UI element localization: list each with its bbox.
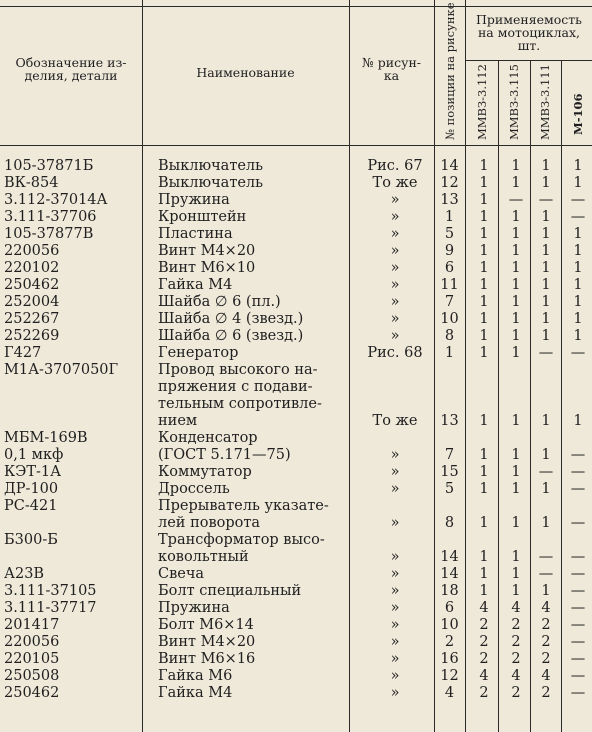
cell-figure: »	[390, 260, 400, 276]
cell-code: Г427	[4, 345, 42, 361]
table-row	[0, 396, 592, 413]
cell-code: 0,1 мкф	[4, 447, 64, 463]
cell-model-4: —	[570, 583, 586, 599]
cell-model-2: 1	[511, 481, 521, 497]
table-row	[0, 532, 592, 549]
table-row	[0, 685, 592, 702]
cell-position: 7	[444, 294, 455, 310]
cell-model-1: 2	[479, 617, 489, 633]
cell-model-4: —	[570, 464, 586, 480]
cell-position: 18	[440, 583, 459, 599]
cell-model-2: 1	[511, 566, 521, 582]
cell-model-2: 4	[511, 668, 521, 684]
cell-position: 10	[440, 617, 459, 633]
cell-figure: »	[390, 549, 400, 565]
cell-code: 252267	[4, 311, 60, 327]
cell-model-2: 1	[511, 243, 521, 259]
cell-name: лей поворота	[158, 515, 261, 531]
cell-figure: »	[390, 634, 400, 650]
cell-code: 105-37871Б	[4, 158, 94, 174]
cell-code: Б300-Б	[4, 532, 58, 548]
table-row	[0, 294, 592, 311]
cell-figure: »	[390, 226, 400, 242]
cell-name: Кронштейн	[158, 209, 247, 225]
cell-figure: Рис. 67	[367, 158, 423, 174]
cell-model-4: 1	[573, 328, 583, 344]
cell-name: Винт М4×20	[158, 243, 256, 259]
header-model-2: ММВЗ-3.115	[507, 64, 521, 140]
cell-model-2: 4	[511, 600, 521, 616]
table-row	[0, 600, 592, 617]
cell-code: М1А-3707050Г	[4, 362, 119, 378]
cell-model-1: 1	[479, 209, 489, 225]
cell-code: ДР-100	[4, 481, 59, 497]
cell-name: Шайба ∅ 6 (звезд.)	[158, 328, 304, 344]
cell-model-2: 1	[511, 158, 521, 174]
cell-model-4: —	[570, 345, 586, 361]
cell-model-1: 1	[479, 277, 489, 293]
cell-figure: То же	[372, 413, 418, 429]
cell-position: 8	[444, 328, 455, 344]
cell-code: 250462	[4, 277, 60, 293]
cell-model-3: 1	[541, 328, 551, 344]
cell-model-1: 1	[479, 243, 489, 259]
cell-position: 12	[440, 175, 459, 191]
cell-position: 1	[444, 209, 455, 225]
cell-model-3: 1	[541, 311, 551, 327]
cell-figure: »	[390, 209, 400, 225]
cell-position: 4	[444, 685, 455, 701]
cell-figure: »	[390, 311, 400, 327]
cell-code: 252004	[4, 294, 60, 310]
cell-code: 201417	[4, 617, 60, 633]
cell-code: 105-37877В	[4, 226, 94, 242]
table-row	[0, 243, 592, 260]
table-row	[0, 175, 592, 192]
cell-model-1: 1	[479, 294, 489, 310]
cell-model-2: 2	[511, 685, 521, 701]
cell-code: 252269	[4, 328, 60, 344]
header-name: Наименование	[196, 65, 295, 80]
cell-position: 13	[440, 192, 459, 208]
cell-name: Провод высокого на-	[158, 362, 318, 378]
cell-model-3: 1	[541, 413, 551, 429]
cell-figure: »	[390, 515, 400, 531]
cell-model-4: 1	[573, 413, 583, 429]
cell-position: 2	[444, 634, 455, 650]
table-row	[0, 634, 592, 651]
cell-model-1: 1	[479, 413, 489, 429]
cell-name: Пружина	[158, 600, 230, 616]
cell-name: Пластина	[158, 226, 233, 242]
cell-model-3: 1	[541, 583, 551, 599]
cell-model-2: 1	[511, 277, 521, 293]
cell-name: ковольтный	[158, 549, 249, 565]
cell-model-4: —	[570, 481, 586, 497]
cell-code: 3.112-37014А	[4, 192, 108, 208]
cell-model-2: 1	[511, 311, 521, 327]
cell-code: 220105	[4, 651, 60, 667]
cell-position: 6	[444, 600, 455, 616]
cell-model-3: 4	[541, 668, 551, 684]
cell-name: Винт М6×16	[158, 651, 256, 667]
cell-code: РС-421	[4, 498, 58, 514]
header-model-1: ММВЗ-3.112	[475, 64, 489, 140]
cell-model-1: 4	[479, 600, 489, 616]
cell-position: 9	[444, 243, 455, 259]
cell-model-4: —	[570, 668, 586, 684]
cell-model-4: —	[570, 600, 586, 616]
header-model-4: М-106	[571, 93, 585, 135]
cell-model-3: 2	[541, 651, 551, 667]
cell-model-1: 1	[479, 311, 489, 327]
cell-figure: »	[390, 447, 400, 463]
table-row	[0, 651, 592, 668]
cell-model-3: 1	[541, 294, 551, 310]
cell-model-4: —	[570, 617, 586, 633]
cell-code: 250508	[4, 668, 60, 684]
cell-position: 8	[444, 515, 455, 531]
header-applicability: Применяемость на мотоциклах, шт.	[476, 12, 582, 53]
cell-name: Гайка М4	[158, 277, 233, 293]
cell-model-2: 1	[511, 515, 521, 531]
cell-name: Винт М6×10	[158, 260, 256, 276]
header-position: № позиции на рисунке	[443, 2, 457, 140]
cell-model-4: —	[570, 651, 586, 667]
cell-figure: »	[390, 192, 400, 208]
cell-model-3: 1	[541, 226, 551, 242]
cell-figure: »	[390, 583, 400, 599]
cell-model-1: 1	[479, 566, 489, 582]
cell-model-2: 2	[511, 617, 521, 633]
cell-figure: То же	[372, 175, 418, 191]
table-row	[0, 413, 592, 430]
cell-model-4: —	[570, 515, 586, 531]
cell-position: 12	[440, 668, 459, 684]
cell-model-3: —	[538, 345, 554, 361]
cell-name: Коммутатор	[158, 464, 252, 480]
header-code: Обозначение из- делия, детали	[15, 55, 127, 83]
cell-name: Болт специальный	[158, 583, 302, 599]
cell-figure: »	[390, 328, 400, 344]
cell-model-2: —	[508, 192, 524, 208]
cell-model-1: 1	[479, 175, 489, 191]
cell-model-3: 2	[541, 634, 551, 650]
cell-code: ВК-854	[4, 175, 59, 191]
cell-model-4: 1	[573, 294, 583, 310]
cell-position: 11	[440, 277, 459, 293]
cell-code: 3.111-37717	[4, 600, 97, 616]
cell-model-3: 1	[541, 515, 551, 531]
table-row	[0, 481, 592, 498]
cell-model-4: 1	[573, 260, 583, 276]
cell-position: 5	[444, 226, 455, 242]
table-row	[0, 583, 592, 600]
cell-name: Болт М6×14	[158, 617, 254, 633]
cell-model-2: 1	[511, 583, 521, 599]
cell-position: 1	[444, 345, 455, 361]
table-row	[0, 549, 592, 566]
cell-model-1: 1	[479, 158, 489, 174]
cell-code: МБМ-169В	[4, 430, 88, 446]
cell-position: 15	[440, 464, 459, 480]
cell-model-3: 2	[541, 617, 551, 633]
cell-model-1: 2	[479, 634, 489, 650]
header-top-rule	[0, 6, 592, 7]
cell-name: Трансформатор высо-	[158, 532, 325, 548]
cell-model-4: 1	[573, 311, 583, 327]
cell-name: Прерыватель указате-	[158, 498, 329, 514]
cell-figure: Рис. 68	[367, 345, 423, 361]
table-row	[0, 260, 592, 277]
table-row	[0, 209, 592, 226]
cell-model-1: 1	[479, 192, 489, 208]
cell-model-3: 4	[541, 600, 551, 616]
cell-model-1: 1	[479, 226, 489, 242]
table-row	[0, 328, 592, 345]
cell-position: 14	[440, 158, 459, 174]
cell-model-3: —	[538, 549, 554, 565]
cell-model-2: 1	[511, 464, 521, 480]
table-row	[0, 192, 592, 209]
cell-code: КЭТ-1А	[4, 464, 62, 480]
header-figure: № рисун- ка	[361, 55, 422, 83]
table-row	[0, 668, 592, 685]
cell-figure: »	[390, 243, 400, 259]
cell-model-3: —	[538, 464, 554, 480]
cell-model-1: 2	[479, 685, 489, 701]
cell-figure: »	[390, 277, 400, 293]
cell-position: 16	[440, 651, 459, 667]
cell-name: Гайка М4	[158, 685, 233, 701]
cell-name: Дроссель	[158, 481, 230, 497]
cell-figure: »	[390, 481, 400, 497]
table-row	[0, 311, 592, 328]
cell-model-2: 1	[511, 328, 521, 344]
cell-code: 3.111-37706	[4, 209, 97, 225]
cell-model-2: 1	[511, 413, 521, 429]
cell-model-3: 1	[541, 481, 551, 497]
cell-model-2: 1	[511, 447, 521, 463]
table-row	[0, 226, 592, 243]
table-row	[0, 277, 592, 294]
cell-model-4: —	[570, 192, 586, 208]
cell-code: 250462	[4, 685, 60, 701]
cell-name: Винт М4×20	[158, 634, 256, 650]
cell-model-3: —	[538, 192, 554, 208]
cell-name: Конденсатор	[158, 430, 258, 446]
cell-model-2: 1	[511, 345, 521, 361]
cell-name: Выключатель	[158, 158, 264, 174]
cell-position: 5	[444, 481, 455, 497]
cell-model-2: 1	[511, 175, 521, 191]
cell-code: А23В	[4, 566, 45, 582]
table-row	[0, 566, 592, 583]
cell-model-4: 1	[573, 175, 583, 191]
cell-position: 10	[440, 311, 459, 327]
cell-name: пряжения с подави-	[158, 379, 313, 395]
cell-model-4: 1	[573, 277, 583, 293]
cell-model-4: —	[570, 685, 586, 701]
cell-model-1: 1	[479, 260, 489, 276]
cell-model-4: 1	[573, 226, 583, 242]
cell-model-2: 1	[511, 294, 521, 310]
cell-model-4: 1	[573, 243, 583, 259]
cell-code: 220056	[4, 634, 60, 650]
cell-model-3: —	[538, 566, 554, 582]
cell-figure: »	[390, 566, 400, 582]
cell-model-2: 1	[511, 260, 521, 276]
cell-model-1: 1	[479, 328, 489, 344]
table-row	[0, 464, 592, 481]
cell-model-2: 1	[511, 549, 521, 565]
cell-figure: »	[390, 668, 400, 684]
header-bottom-rule	[0, 145, 592, 146]
cell-model-4: —	[570, 634, 586, 650]
cell-model-3: 2	[541, 685, 551, 701]
cell-model-3: 1	[541, 175, 551, 191]
table-body	[0, 158, 592, 702]
cell-model-1: 1	[479, 464, 489, 480]
cell-code: 3.111-37105	[4, 583, 97, 599]
cell-model-1: 1	[479, 583, 489, 599]
cell-model-1: 4	[479, 668, 489, 684]
cell-position: 14	[440, 549, 459, 565]
cell-position: 14	[440, 566, 459, 582]
table-row	[0, 515, 592, 532]
cell-name: тельным сопротивле-	[158, 396, 322, 412]
cell-model-2: 2	[511, 634, 521, 650]
cell-figure: »	[390, 600, 400, 616]
table-row	[0, 158, 592, 175]
table-row	[0, 447, 592, 464]
cell-model-1: 1	[479, 515, 489, 531]
cell-model-3: 1	[541, 209, 551, 225]
cell-name: Выключатель	[158, 175, 264, 191]
cell-name: нием	[158, 413, 198, 429]
cell-model-4: —	[570, 209, 586, 225]
table-row	[0, 345, 592, 362]
cell-model-4: —	[570, 447, 586, 463]
cell-figure: »	[390, 294, 400, 310]
cell-model-3: 1	[541, 260, 551, 276]
cell-model-3: 1	[541, 277, 551, 293]
table-row	[0, 379, 592, 396]
cell-code: 220056	[4, 243, 60, 259]
table-row	[0, 617, 592, 634]
cell-code: 220102	[4, 260, 60, 276]
cell-position: 6	[444, 260, 455, 276]
header-model-3: ММВЗ-3.111	[538, 64, 552, 140]
cell-name: Генератор	[158, 345, 239, 361]
cell-model-1: 2	[479, 651, 489, 667]
cell-figure: »	[390, 651, 400, 667]
cell-model-2: 1	[511, 209, 521, 225]
cell-name: Пружина	[158, 192, 230, 208]
cell-model-4: —	[570, 566, 586, 582]
table-row	[0, 498, 592, 515]
cell-figure: »	[390, 464, 400, 480]
cell-name: Шайба ∅ 6 (пл.)	[158, 294, 281, 310]
cell-model-1: 1	[479, 345, 489, 361]
table-row	[0, 362, 592, 379]
cell-name: Шайба ∅ 4 (звезд.)	[158, 311, 304, 327]
cell-model-1: 1	[479, 481, 489, 497]
cell-model-2: 2	[511, 651, 521, 667]
cell-model-3: 1	[541, 447, 551, 463]
cell-model-2: 1	[511, 226, 521, 242]
table-row	[0, 430, 592, 447]
cell-model-4: 1	[573, 158, 583, 174]
applicability-rule	[465, 60, 592, 61]
cell-name: Гайка М6	[158, 668, 233, 684]
cell-name: (ГОСТ 5.171—75)	[158, 447, 291, 463]
cell-model-3: 1	[541, 158, 551, 174]
cell-model-1: 1	[479, 447, 489, 463]
cell-model-3: 1	[541, 243, 551, 259]
cell-name: Свеча	[158, 566, 205, 582]
cell-model-4: —	[570, 549, 586, 565]
cell-position: 13	[440, 413, 459, 429]
cell-model-1: 1	[479, 549, 489, 565]
cell-position: 7	[444, 447, 455, 463]
cell-figure: »	[390, 685, 400, 701]
cell-figure: »	[390, 617, 400, 633]
